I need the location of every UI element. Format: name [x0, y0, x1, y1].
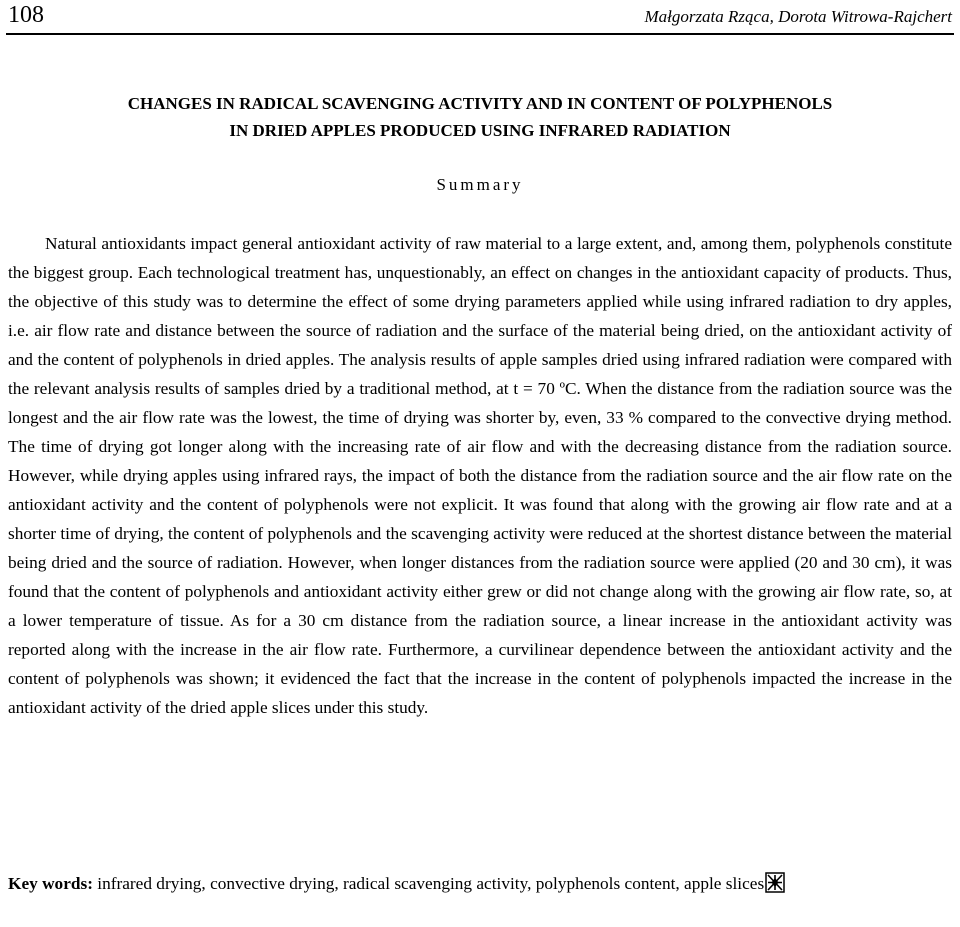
abstract-text: Natural antioxidants impact general antioxidant activity of raw material to a large extent, and, among them, polyphenols constitute the biggest group. Each technological treatment has, unquestionably, an effect on changes in the antioxidant capacity of products. Thus, the objective of this study was to determine the effect of some drying parameters applied while using infrared radiation to dry apples, i.e. air flow rate and distance between the source of radiation and the surface of the material being dried, on the antioxidant activity of and the content of polyphenols in dried apples. The analysis results of apple samples dried using infrared radiation were compared with the relevant analysis results of samples dried by a traditional method, at t = 70 ºC. When the distance from the radiation source was the longest and the air flow rate was the lowest, the time of drying was shorter by, even, 33 % compared to the convective drying method. The time of drying got longer along with the increasing rate of air flow and with the decreasing distance from the radiation source. However, while drying apples using infrared rays, the impact of both the distance from the radiation source and the air flow rate on the antioxidant activity and the content of polyphenols were not explicit. It was found that along with the growing air flow rate and at a shorter time of drying, the content of polyphenols and the scavenging activity were reduced at the shortest distance between the material being dried and the source of radiation. However, when longer distances from the radiation source were applied (20 and 30 cm), it was found that the content of polyphenols and antioxidant activity either grew or did not change along with the growing air flow rate, so, at a lower temperature of tissue. As for a 30 cm distance from the radiation source, a linear increase in the antioxidant activity was reported along with the increase in the air flow rate. Furthermore, a curvilinear dependence between the antioxidant activity and the content of polyphenols was shown; it evidenced the fact that the increase in the content of polyphenols impacted the increase in the antioxidant activity of the dried apple slices under this study.	[8, 234, 952, 717]
page-number: 108	[8, 2, 44, 28]
end-of-article-ornament-icon	[765, 872, 785, 902]
article-title	[0, 90, 960, 144]
summary-heading: Summary	[436, 175, 524, 194]
running-header	[6, 0, 954, 35]
keywords-label: Key words:	[8, 874, 93, 893]
keywords-text: infrared drying, convective drying, radical scavenging activity, polyphenols content, apple slices	[97, 874, 765, 893]
running-head-authors: Małgorzata Rząca, Dorota Witrowa-Rajchert	[644, 7, 952, 26]
title-line-1: CHANGES IN RADICAL SCAVENGING ACTIVITY AND IN CONTENT OF POLYPHENOLS	[127, 94, 833, 113]
keywords-paragraph	[8, 869, 952, 902]
title-line-2: IN DRIED APPLES PRODUCED USING INFRARED RADIATION	[229, 121, 731, 140]
